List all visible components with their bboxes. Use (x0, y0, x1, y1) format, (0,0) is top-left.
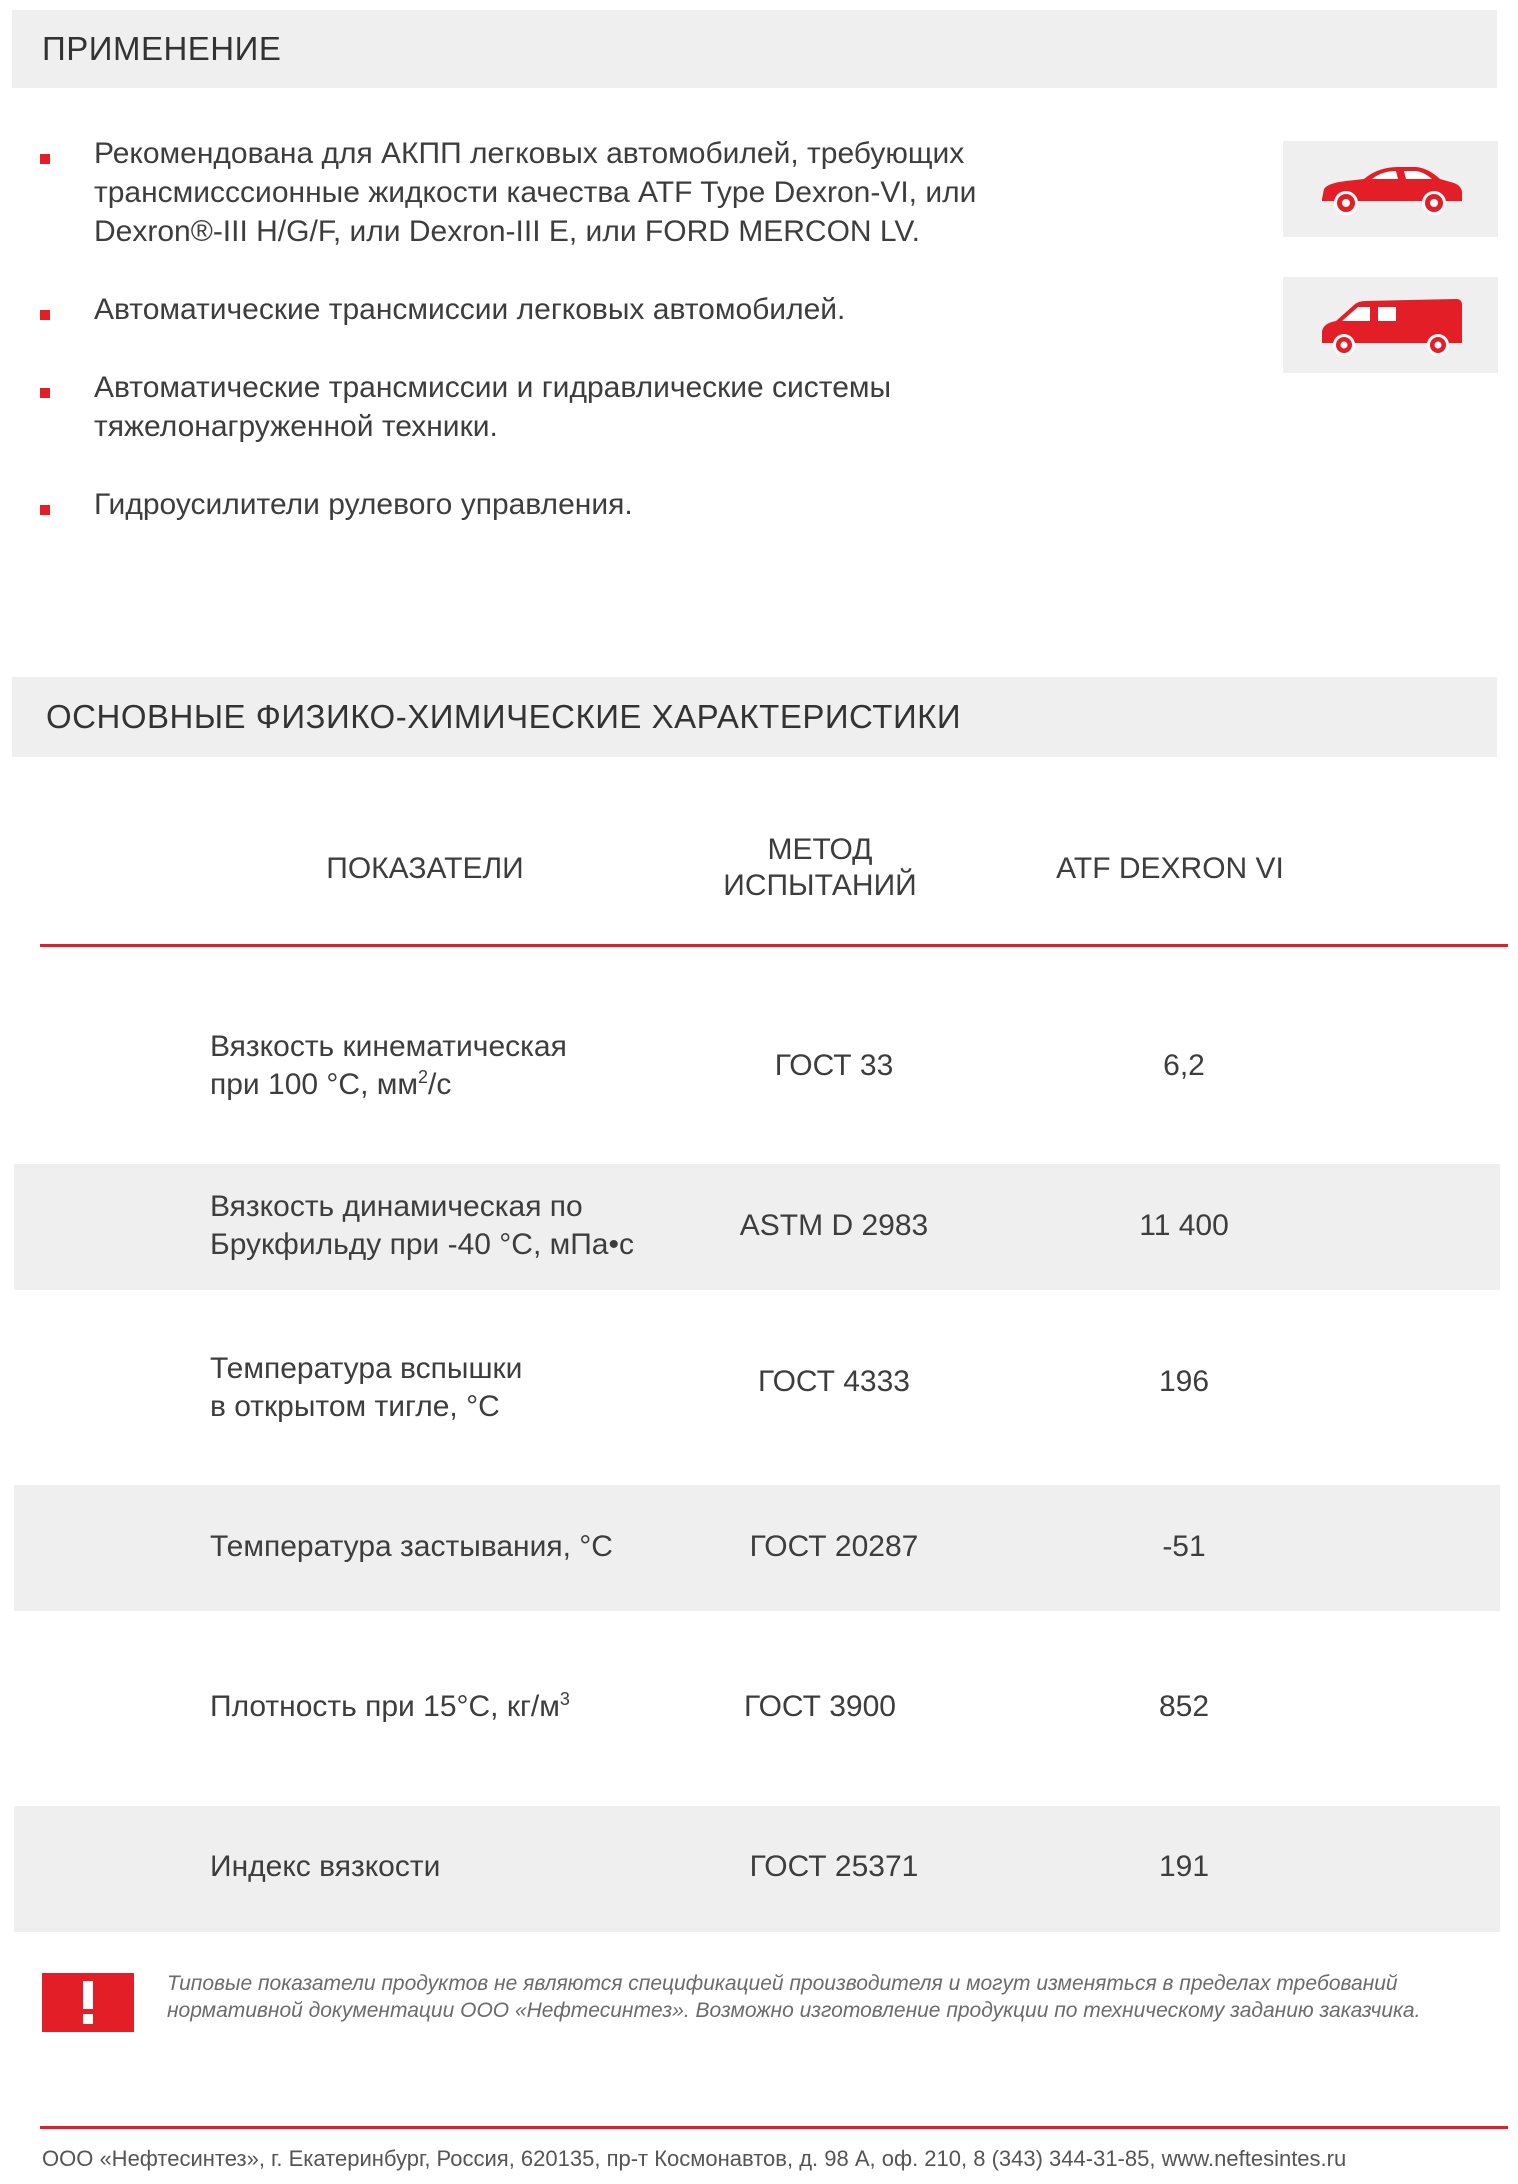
table-row (14, 1806, 1500, 1932)
properties-section-title: ОСНОВНЫЕ ФИЗИКО-ХИМИЧЕСКИЕ ХАРАКТЕРИСТИКИ (12, 677, 1497, 757)
passenger-car-tile (1283, 141, 1498, 237)
list-item (40, 368, 1014, 446)
row-method: ГОСТ 33 (774, 1049, 894, 1082)
column-header-product: ATF DEXRON VI (1056, 852, 1284, 885)
row-method: ГОСТ 20287 (749, 1530, 919, 1563)
list-item (40, 485, 1094, 524)
table-row (14, 1327, 1500, 1453)
row-value: -51 (1162, 1530, 1206, 1563)
list-item (40, 134, 1094, 251)
list-item-text: Гидроусилители рулевого управления. (94, 488, 633, 521)
row-value: 196 (1158, 1365, 1210, 1398)
column-header-method-line2: ИСПЫТАНИЙ (723, 869, 917, 902)
row-value: 852 (1158, 1690, 1210, 1723)
table-row (14, 1485, 1500, 1611)
row-method: ASTM D 2983 (739, 1209, 929, 1242)
footer-divider (40, 2126, 1508, 2129)
list-item-text: Автоматические трансмиссии и гидравлические системы тяжелонагруженной техники. (94, 371, 892, 443)
bullet-marker (40, 310, 50, 320)
table-row (14, 1003, 1500, 1128)
van-icon (1316, 291, 1466, 359)
exclamation-icon (78, 1981, 98, 2025)
column-header-method (680, 832, 960, 904)
table-row (14, 1164, 1500, 1290)
row-param: Температура застывания, °С (210, 1530, 613, 1563)
list-item-text: Рекомендована для АКПП легковых автомобилей, требующих трансмисссионные жидкости качества ATF Type Dexron-VI, или Dexron®-III H/G/F, или Dexron-III E, или FORD MERCON LV. (94, 137, 977, 248)
bullet-marker (40, 388, 50, 398)
row-value: 191 (1158, 1850, 1210, 1883)
row-param: Вязкость динамическая по Брукфильду при -40 °С, мПа•с (210, 1190, 634, 1261)
warning-badge (42, 1973, 134, 2032)
row-value: 11 400 (1139, 1209, 1229, 1242)
row-param: Плотность при 15°С, $кг/м^3$ (210, 1689, 570, 1723)
bullet-marker (40, 505, 50, 515)
table-row (14, 1648, 1500, 1774)
bullet-marker (40, 154, 50, 164)
row-param: Вязкость кинематическая при 100 °С, $мм^2/с$ (210, 1030, 567, 1101)
car-icon (1316, 159, 1466, 219)
list-item (40, 290, 1094, 329)
column-header-param: ПОКАЗАТЕЛИ (326, 852, 524, 885)
column-header-method-line1: МЕТОД (767, 833, 873, 866)
row-method: ГОСТ 3900 (744, 1690, 896, 1723)
table-header-divider (40, 944, 1508, 947)
row-method: ГОСТ 25371 (749, 1850, 919, 1883)
row-param: Индекс вязкости (210, 1850, 441, 1883)
row-method: ГОСТ 4333 (758, 1365, 910, 1398)
row-param: Температура вспышки в открытом тигле, °С (210, 1352, 523, 1423)
company-contacts: ООО «Нефтесинтез», г. Екатеринбург, Россия, 620135, пр-т Космонавтов, д. 98 А, оф. 210, 8 (343) 344-31-85, www.neftesintes.ru (42, 2146, 1347, 2171)
row-value: 6,2 (1163, 1049, 1205, 1082)
disclaimer-note: Типовые показатели продуктов не являются спецификацией производителя и могут изменяться в пределах требований нормативной документации ООО «Нефтесинтез». Возможно изготовление продукции по техническому заданию заказчика. (167, 1972, 1421, 2022)
list-item-text: Автоматические трансмиссии легковых автомобилей. (94, 293, 846, 326)
van-tile (1283, 277, 1498, 373)
application-section-title: ПРИМЕНЕНИЕ (12, 10, 1497, 88)
